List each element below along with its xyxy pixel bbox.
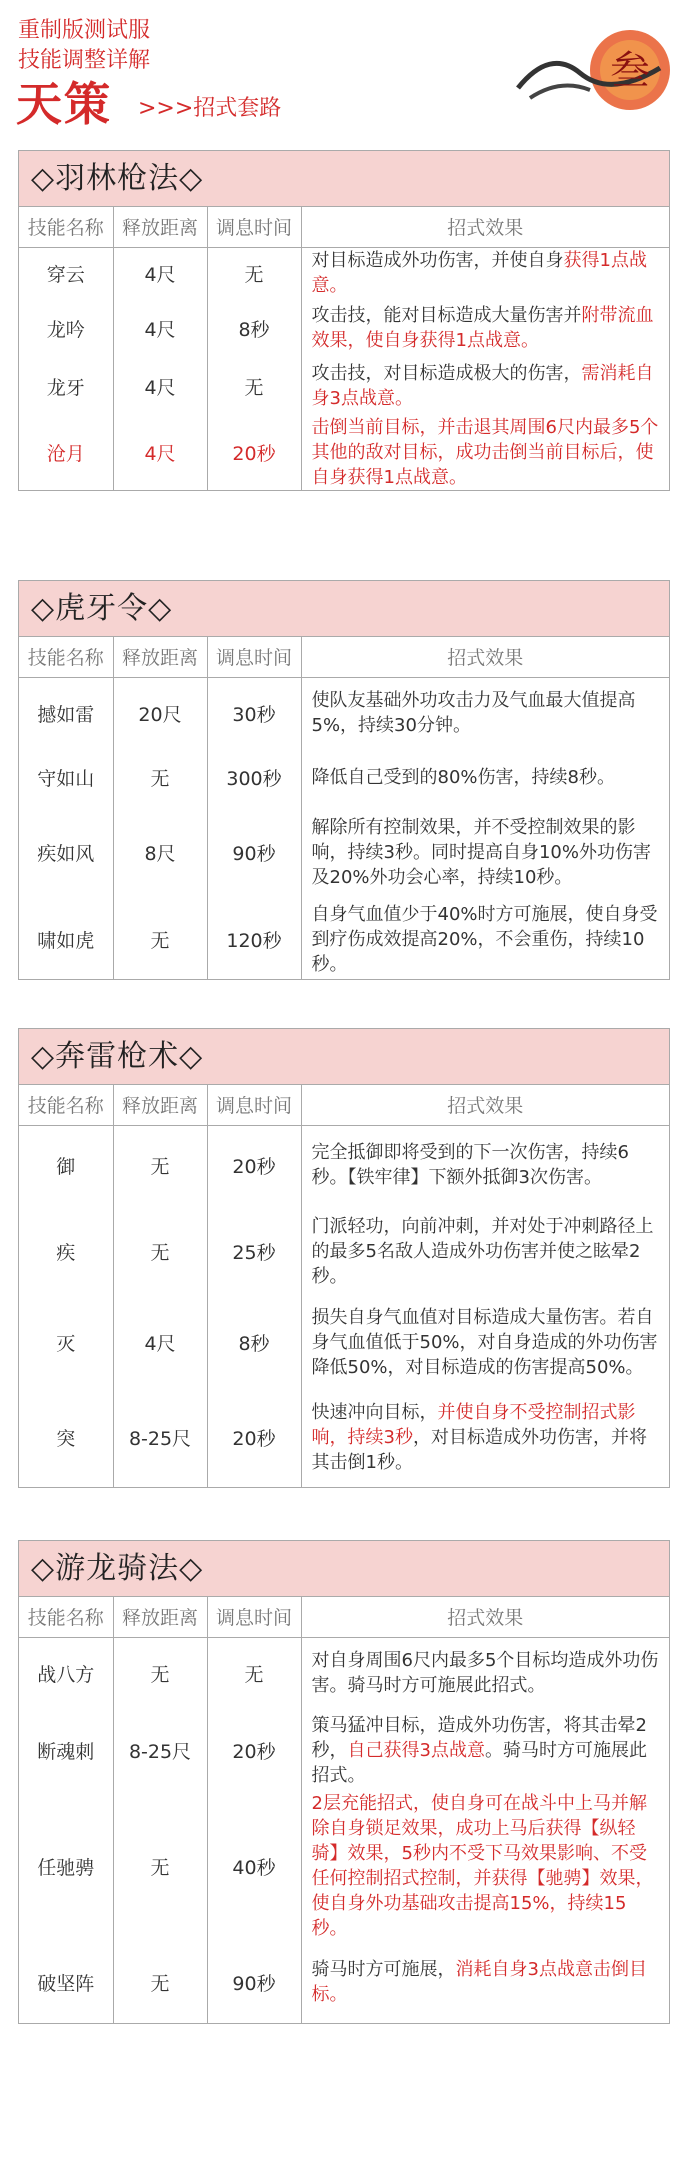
skill-effect (301, 1941, 669, 2023)
skill-section (18, 1028, 670, 1488)
table-row (19, 677, 669, 749)
table-row (19, 357, 669, 415)
skill-name: 破坚阵 (19, 1941, 113, 2023)
skill-cooldown: 无 (207, 247, 301, 299)
skill-name: 灭 (19, 1297, 113, 1387)
game-logo (510, 18, 678, 126)
skill-effect (301, 677, 669, 749)
skill-section (18, 1540, 670, 2024)
skill-range: 8-25尺 (113, 1709, 207, 1791)
highlight-text: 2层充能招式，使自身可在战斗中上马并解除自身锁足效果，成功上马后获得【纵轻骑】效果，5秒内不受下马效果影响、不受任何控制招式控制，并获得【驰骋】效果，使自身外功基础攻击提高15%，持续15秒。 (311, 1793, 654, 1939)
skill-range: 无 (113, 899, 207, 979)
skill-name: 沧月 (19, 415, 113, 490)
page-title: 天策 (16, 77, 112, 131)
skill-effect (301, 1637, 669, 1709)
effect-text: 解除所有控制效果，并不受控制效果的影响，持续3秒。同时提高自身10%外功伤害及20%外功会心率，持续10秒。 (311, 816, 651, 888)
skill-cooldown: 20秒 (207, 1709, 301, 1791)
highlight-text: 获得1点战意。 (311, 250, 647, 297)
column-header: 释放距离 (113, 1085, 207, 1125)
column-header: 释放距离 (113, 637, 207, 677)
skill-range: 4尺 (113, 299, 207, 357)
skill-cooldown: 90秒 (207, 805, 301, 899)
table-header-row (19, 637, 669, 677)
skill-cooldown: 120秒 (207, 899, 301, 979)
highlight-text: 附带流血效果，使自身获得1点战意。 (311, 305, 654, 351)
effect-text: 攻击技，能对目标造成大量伤害并 (311, 305, 582, 326)
effect-text: 快速冲向目标， (311, 1401, 438, 1423)
skill-cooldown: 8秒 (207, 1297, 301, 1387)
skill-cooldown: 无 (207, 357, 301, 415)
skill-section (18, 580, 670, 980)
highlight-text: 消耗自身3点战意击倒目标。 (311, 1959, 647, 2005)
skill-range: 8尺 (113, 805, 207, 899)
skill-cooldown: 25秒 (207, 1205, 301, 1297)
effect-text: 骑马时方可施展， (311, 1959, 456, 1980)
table-row (19, 415, 669, 490)
effect-text: 。骑马时方可施展此招式。 (311, 1739, 647, 1786)
effect-text: 降低自己受到的80%伤害，持续8秒。 (311, 766, 615, 788)
highlight-text: 并使自身不受控制招式影响，持续3秒 (311, 1401, 636, 1448)
skill-effect (301, 415, 669, 490)
skill-table (19, 1085, 669, 1487)
skill-effect (301, 1125, 669, 1205)
skill-range: 20尺 (113, 677, 207, 749)
table-row (19, 1125, 669, 1205)
section-title: ◇虎牙令◇ (19, 581, 669, 637)
effect-text: 对目标造成外功伤害，并使自身 (311, 250, 564, 272)
skill-cooldown: 8秒 (207, 299, 301, 357)
effect-text: 完全抵御即将受到的下一次伤害，持续6秒。【铁牢律】下额外抵御3次伤害。 (311, 1142, 629, 1189)
column-header: 释放距离 (113, 207, 207, 247)
table-row (19, 1941, 669, 2023)
section-title: ◇游龙骑法◇ (19, 1541, 669, 1597)
skill-range: 无 (113, 1125, 207, 1205)
skill-name: 御 (19, 1125, 113, 1205)
skill-effect (301, 749, 669, 805)
skill-cooldown: 20秒 (207, 1125, 301, 1205)
page-header (0, 0, 690, 136)
table-header-row (19, 1597, 669, 1637)
highlight-text: 击倒当前目标，并击退其周围6尺内最多5个其他的敌对目标，成功击倒当前目标后，使自身获得1点战意。 (311, 417, 659, 488)
skill-table (19, 637, 669, 979)
table-row (19, 805, 669, 899)
skill-range: 4尺 (113, 1297, 207, 1387)
column-header: 调息时间 (207, 1085, 301, 1125)
skill-range: 无 (113, 1791, 207, 1941)
table-row (19, 899, 669, 979)
column-header: 释放距离 (113, 1597, 207, 1637)
skill-range: 4尺 (113, 247, 207, 299)
table-row (19, 1387, 669, 1487)
column-header: 招式效果 (301, 1597, 669, 1637)
skill-range: 8-25尺 (113, 1387, 207, 1487)
skill-effect (301, 1205, 669, 1297)
skill-section (18, 150, 670, 491)
column-header: 招式效果 (301, 1085, 669, 1125)
column-header: 招式效果 (301, 207, 669, 247)
section-title: ◇羽林枪法◇ (19, 151, 669, 207)
subtitle-detail: 技能调整详解 (18, 48, 151, 73)
skill-cooldown: 90秒 (207, 1941, 301, 2023)
skill-effect (301, 357, 669, 415)
column-header: 技能名称 (19, 1085, 113, 1125)
table-row (19, 1297, 669, 1387)
subtitle-server: 重制版测试服 (18, 18, 151, 43)
skill-name: 龙吟 (19, 299, 113, 357)
effect-text: 对自身周围6尺内最多5个目标均造成外功伤害。骑马时方可施展此招式。 (311, 1650, 659, 1697)
skill-range: 4尺 (113, 357, 207, 415)
skill-effect (301, 1791, 669, 1941)
highlight-text: 需消耗自身3点战意。 (311, 363, 654, 409)
skill-effect (301, 1387, 669, 1487)
effect-text: 门派轻功，向前冲刺，并对处于冲刺路径上的最多5名敌人造成外功伤害并使之眩晕2秒。 (311, 1215, 654, 1287)
skill-name: 龙牙 (19, 357, 113, 415)
table-row (19, 247, 669, 299)
skill-name: 断魂刺 (19, 1709, 113, 1791)
column-header: 调息时间 (207, 1597, 301, 1637)
effect-text: ，对目标造成外功伤害，并将其击倒1秒。 (311, 1426, 647, 1473)
table-row (19, 1637, 669, 1709)
skill-effect (301, 1297, 669, 1387)
effect-text: 策马猛冲目标，造成外功伤害，将其击晕2秒， (311, 1714, 647, 1761)
breadcrumb: >>>招式套路 (138, 96, 282, 121)
skill-range: 无 (113, 749, 207, 805)
section-title: ◇奔雷枪术◇ (19, 1029, 669, 1085)
skill-range: 无 (113, 1637, 207, 1709)
table-row (19, 1205, 669, 1297)
skill-name: 战八方 (19, 1637, 113, 1709)
skill-name: 疾 (19, 1205, 113, 1297)
skill-name: 突 (19, 1387, 113, 1487)
table-row (19, 1709, 669, 1791)
column-header: 技能名称 (19, 1597, 113, 1637)
skill-table (19, 1597, 669, 2023)
column-header: 技能名称 (19, 207, 113, 247)
table-header-row (19, 1085, 669, 1125)
skill-cooldown: 20秒 (207, 415, 301, 490)
effect-text: 攻击技，对目标造成极大的伤害， (311, 363, 582, 384)
skill-cooldown: 30秒 (207, 677, 301, 749)
skill-table (19, 207, 669, 490)
skill-range: 无 (113, 1941, 207, 2023)
skill-effect (301, 247, 669, 299)
skill-range: 无 (113, 1205, 207, 1297)
skill-effect (301, 805, 669, 899)
skill-name: 守如山 (19, 749, 113, 805)
skill-name: 撼如雷 (19, 677, 113, 749)
skill-cooldown: 无 (207, 1637, 301, 1709)
skill-effect (301, 899, 669, 979)
svg-text:叁: 叁 (610, 48, 650, 94)
skill-effect (301, 1709, 669, 1791)
table-header-row (19, 207, 669, 247)
effect-text: 损失自身气血值对目标造成大量伤害。若自身气血值低于50%，对自身造成的外功伤害降低50%，对目标造成的伤害提高50%。 (311, 1306, 658, 1378)
skill-cooldown: 300秒 (207, 749, 301, 805)
table-row (19, 1791, 669, 1941)
highlight-text: 自己获得3点战意 (347, 1739, 485, 1761)
effect-text: 使队友基础外功攻击力及气血最大值提高5%，持续30分钟。 (311, 690, 636, 737)
skill-name: 任驰骋 (19, 1791, 113, 1941)
column-header: 调息时间 (207, 637, 301, 677)
skill-name: 啸如虎 (19, 899, 113, 979)
skill-range: 4尺 (113, 415, 207, 490)
table-row (19, 299, 669, 357)
column-header: 技能名称 (19, 637, 113, 677)
skill-cooldown: 40秒 (207, 1791, 301, 1941)
column-header: 招式效果 (301, 637, 669, 677)
skill-effect (301, 299, 669, 357)
table-row (19, 749, 669, 805)
skill-name: 疾如风 (19, 805, 113, 899)
column-header: 调息时间 (207, 207, 301, 247)
skill-cooldown: 20秒 (207, 1387, 301, 1487)
effect-text: 自身气血值少于40%时方可施展，使自身受到疗伤成效提高20%，不会重伤，持续10秒。 (311, 903, 658, 975)
skill-name: 穿云 (19, 247, 113, 299)
